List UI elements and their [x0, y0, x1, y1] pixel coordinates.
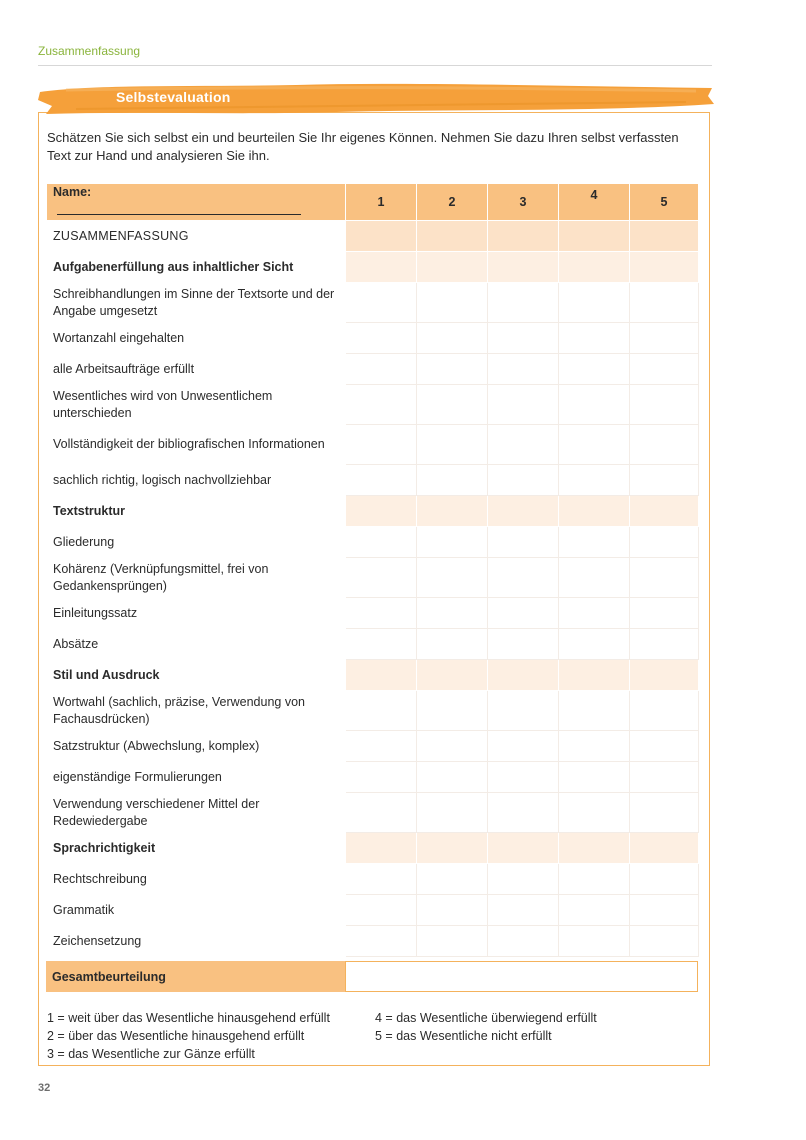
criterion-row: [47, 629, 699, 660]
running-header: Zusammenfassung: [38, 44, 141, 58]
criterion-row: [47, 283, 699, 323]
legend-item: 3 = das Wesentliche zur Gänze erfüllt: [47, 1047, 255, 1061]
section-cell: [417, 833, 488, 864]
section-cell: [630, 660, 699, 691]
rating-cell-5[interactable]: [630, 895, 699, 926]
rating-cell-3[interactable]: [488, 731, 559, 762]
section-cell: [488, 496, 559, 527]
section-cell: [559, 833, 630, 864]
rating-cell-4[interactable]: [559, 527, 630, 558]
section-cell: [346, 833, 417, 864]
section-cell: [346, 496, 417, 527]
rating-cell-2[interactable]: [417, 691, 488, 731]
name-cell: [47, 184, 346, 221]
rating-cell-4[interactable]: [559, 465, 630, 496]
section-cell: [417, 252, 488, 283]
criterion-label: Wortanzahl eingehalten: [47, 323, 346, 354]
criterion-row: [47, 527, 699, 558]
rating-cell-5[interactable]: [630, 793, 699, 833]
total-row: [46, 961, 698, 992]
criterion-label: alle Arbeitsaufträge erfüllt: [47, 354, 346, 385]
rating-cell-4[interactable]: [559, 926, 630, 957]
section-cell: [630, 252, 699, 283]
rating-cell-5[interactable]: [630, 762, 699, 793]
rating-cell-4[interactable]: [559, 762, 630, 793]
criterion-row: [47, 323, 699, 354]
criterion-row: [47, 385, 699, 425]
criterion-row: [47, 354, 699, 385]
section-banner: [36, 78, 716, 120]
rating-cell-5[interactable]: [630, 926, 699, 957]
rating-cell-3[interactable]: [488, 425, 559, 465]
criterion-row: [47, 895, 699, 926]
rating-cell-5[interactable]: [630, 731, 699, 762]
column-header-1: 1: [346, 184, 417, 221]
rating-cell-2[interactable]: [417, 793, 488, 833]
rating-cell-2[interactable]: [417, 629, 488, 660]
criterion-label: Kohärenz (Verknüpfungsmittel, frei von Gedankensprüngen): [47, 558, 346, 598]
rating-cell-1[interactable]: [346, 762, 417, 793]
legend-item: 2 = über das Wesentliche hinausgehend erfüllt: [47, 1029, 305, 1043]
section-title: Aufgabenerfüllung aus inhaltlicher Sicht: [47, 252, 346, 283]
rating-cell-1[interactable]: [346, 793, 417, 833]
section-cell: [417, 496, 488, 527]
rating-cell-4[interactable]: [559, 323, 630, 354]
rating-cell-3[interactable]: [488, 864, 559, 895]
section-cell: [346, 252, 417, 283]
table-header-row: [47, 184, 699, 221]
evaluation-table: [46, 183, 699, 957]
rating-cell-1[interactable]: [346, 864, 417, 895]
rating-cell-2[interactable]: [417, 354, 488, 385]
rating-cell-5[interactable]: [630, 598, 699, 629]
column-header-5: 5: [630, 184, 699, 221]
criterion-label: Grammatik: [47, 895, 346, 926]
column-header-4: 4: [559, 184, 630, 221]
legend-left: [47, 1009, 330, 1063]
criterion-row: [47, 762, 699, 793]
legend-right: [375, 1009, 597, 1045]
criterion-label: Zeichensetzung: [47, 926, 346, 957]
rating-cell-1[interactable]: [346, 323, 417, 354]
rating-cell-4[interactable]: [559, 895, 630, 926]
rating-cell-4[interactable]: [559, 864, 630, 895]
rating-cell-1[interactable]: [346, 527, 417, 558]
page-number: 32: [38, 1082, 51, 1094]
rating-cell-2[interactable]: [417, 283, 488, 323]
rating-cell-1[interactable]: [346, 895, 417, 926]
rating-cell-4[interactable]: [559, 629, 630, 660]
rating-cell-2[interactable]: [417, 926, 488, 957]
section-cell: [417, 660, 488, 691]
section-cell: [630, 833, 699, 864]
rating-cell-4[interactable]: [559, 354, 630, 385]
legend-item: 4 = das Wesentliche überwiegend erfüllt: [375, 1011, 597, 1025]
criterion-row: [47, 425, 699, 465]
rating-cell-1[interactable]: [346, 385, 417, 425]
rating-cell-1[interactable]: [346, 731, 417, 762]
rating-cell-3[interactable]: [488, 691, 559, 731]
name-label: Name:: [53, 185, 92, 199]
section-title: Textstruktur: [47, 496, 346, 527]
section-cell: [559, 496, 630, 527]
rating-cell-4[interactable]: [559, 731, 630, 762]
rating-cell-3[interactable]: [488, 598, 559, 629]
rating-cell-4[interactable]: [559, 691, 630, 731]
rating-cell-4[interactable]: [559, 558, 630, 598]
section-row: [47, 496, 699, 527]
criterion-row: [47, 793, 699, 833]
total-label: Gesamtbeurteilung: [46, 961, 345, 992]
section-cell: [488, 833, 559, 864]
name-input-line[interactable]: [57, 201, 301, 215]
rating-cell-5[interactable]: [630, 465, 699, 496]
rating-cell-2[interactable]: [417, 895, 488, 926]
rating-cell-1[interactable]: [346, 629, 417, 660]
main-section-label: ZUSAMMENFASSUNG: [47, 221, 346, 252]
rating-cell-2[interactable]: [417, 762, 488, 793]
rating-cell-3[interactable]: [488, 283, 559, 323]
intro-text: Schätzen Sie sich selbst ein und beurteilen Sie Ihr eigenes Können. Nehmen Sie dazu Ihren selbst verfassten Text zur Hand und analysieren Sie ihn.: [47, 130, 679, 163]
rating-cell-2[interactable]: [417, 385, 488, 425]
criterion-label: sachlich richtig, logisch nachvollziehbar: [47, 465, 346, 496]
criterion-label: Verwendung verschiedener Mittel der Redewiedergabe: [47, 793, 346, 833]
rating-cell-2[interactable]: [417, 323, 488, 354]
rating-cell-3[interactable]: [488, 762, 559, 793]
rating-cell-1[interactable]: [346, 558, 417, 598]
criterion-label: eigenständige Formulierungen: [47, 762, 346, 793]
rating-cell-1[interactable]: [346, 354, 417, 385]
section-title: Sprachrichtigkeit: [47, 833, 346, 864]
criterion-label: Einleitungssatz: [47, 598, 346, 629]
section-cell: [346, 660, 417, 691]
rating-cell-3[interactable]: [488, 793, 559, 833]
rating-cell-1[interactable]: [346, 598, 417, 629]
section-cell: [488, 660, 559, 691]
section-cell: [559, 252, 630, 283]
criterion-label: Wesentliches wird von Unwesentlichem unterschieden: [47, 385, 346, 425]
rating-cell-5[interactable]: [630, 864, 699, 895]
section-row: [47, 252, 699, 283]
rating-cell-3[interactable]: [488, 354, 559, 385]
column-header-2: 2: [417, 184, 488, 221]
criterion-label: Rechtschreibung: [47, 864, 346, 895]
banner-title: Selbstevaluation: [116, 89, 231, 105]
rating-cell-3[interactable]: [488, 629, 559, 660]
section-row: [47, 660, 699, 691]
header-divider: [38, 65, 712, 66]
criterion-row: [47, 926, 699, 957]
criterion-label: Wortwahl (sachlich, präzise, Verwendung von Fachausdrücken): [47, 691, 346, 731]
rating-cell-4[interactable]: [559, 283, 630, 323]
criterion-label: Vollständigkeit der bibliografischen Informationen: [47, 425, 346, 465]
rating-cell-1[interactable]: [346, 691, 417, 731]
rating-cell-2[interactable]: [417, 598, 488, 629]
rating-cell-3[interactable]: [488, 895, 559, 926]
column-header-3: 3: [488, 184, 559, 221]
total-input[interactable]: [345, 961, 698, 992]
main-section-row: [47, 221, 699, 252]
rating-cell-4[interactable]: [559, 598, 630, 629]
rating-cell-2[interactable]: [417, 527, 488, 558]
section-cell: [630, 496, 699, 527]
rating-cell-5[interactable]: [630, 629, 699, 660]
rating-cell-5[interactable]: [630, 354, 699, 385]
rating-cell-5[interactable]: [630, 283, 699, 323]
legend-item: 5 = das Wesentliche nicht erfüllt: [375, 1029, 552, 1043]
rating-cell-5[interactable]: [630, 385, 699, 425]
rating-cell-2[interactable]: [417, 864, 488, 895]
rating-cell-1[interactable]: [346, 465, 417, 496]
rating-cell-4[interactable]: [559, 425, 630, 465]
legend-item: 1 = weit über das Wesentliche hinausgehend erfüllt: [47, 1011, 330, 1025]
rating-cell-3[interactable]: [488, 926, 559, 957]
criterion-row: [47, 864, 699, 895]
rating-cell-5[interactable]: [630, 558, 699, 598]
section-title: Stil und Ausdruck: [47, 660, 346, 691]
section-row: [47, 833, 699, 864]
rating-cell-4[interactable]: [559, 793, 630, 833]
criterion-label: Absätze: [47, 629, 346, 660]
rating-cell-1[interactable]: [346, 425, 417, 465]
rating-cell-2[interactable]: [417, 425, 488, 465]
rating-cell-5[interactable]: [630, 691, 699, 731]
rating-cell-5[interactable]: [630, 527, 699, 558]
rating-cell-2[interactable]: [417, 558, 488, 598]
criterion-row: [47, 598, 699, 629]
section-cell: [559, 660, 630, 691]
rating-cell-1[interactable]: [346, 283, 417, 323]
rating-cell-3[interactable]: [488, 527, 559, 558]
rating-cell-3[interactable]: [488, 558, 559, 598]
rating-cell-2[interactable]: [417, 465, 488, 496]
rating-cell-5[interactable]: [630, 323, 699, 354]
rating-cell-3[interactable]: [488, 323, 559, 354]
criterion-label: Gliederung: [47, 527, 346, 558]
rating-cell-3[interactable]: [488, 465, 559, 496]
criterion-row: [47, 465, 699, 496]
criterion-label: Schreibhandlungen im Sinne der Textsorte und der Angabe umgesetzt: [47, 283, 346, 323]
criterion-row: [47, 558, 699, 598]
section-cell: [488, 252, 559, 283]
rating-cell-1[interactable]: [346, 926, 417, 957]
criterion-row: [47, 691, 699, 731]
rating-cell-4[interactable]: [559, 385, 630, 425]
rating-cell-3[interactable]: [488, 385, 559, 425]
criterion-label: Satzstruktur (Abwechslung, komplex): [47, 731, 346, 762]
criterion-row: [47, 731, 699, 762]
rating-cell-5[interactable]: [630, 425, 699, 465]
rating-cell-2[interactable]: [417, 731, 488, 762]
